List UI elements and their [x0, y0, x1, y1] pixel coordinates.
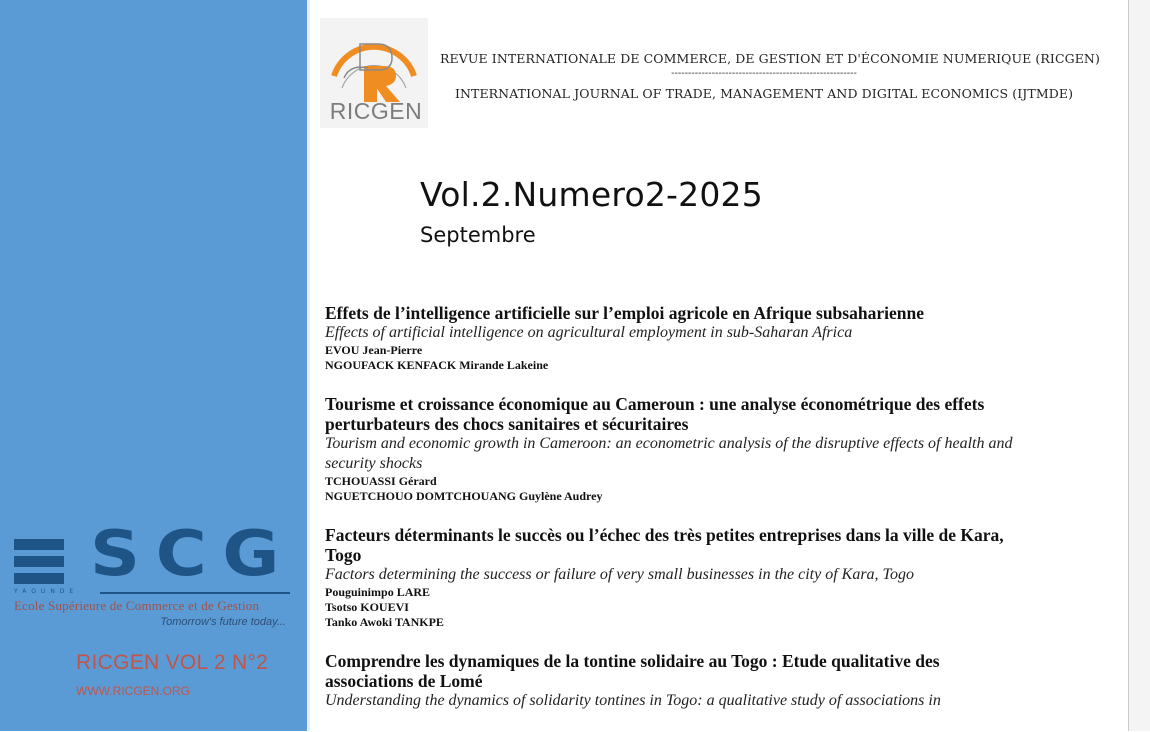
journal-title-en: INTERNATIONAL JOURNAL OF TRADE, MANAGEMENT AND DIGITAL ECONOMICS (IJTMDE) [454, 86, 1074, 101]
article-item [325, 394, 1015, 504]
article-author: TCHOUASSI Gérard [325, 474, 437, 488]
article-item [325, 651, 1015, 711]
article-title: Effets de l’intelligence artificielle sur l’emploi agricole en Afrique subsaharienne [325, 303, 924, 323]
article-author: Tanko Awoki TANKPE [325, 615, 444, 629]
escg-letters: SCG [90, 517, 296, 590]
escg-tagline: Tomorrow's future today... [160, 616, 286, 628]
article-item [325, 525, 1015, 630]
article-subtitle: Tourism and economic growth in Cameroon: an econometric analysis of the disruptive effects of health and security shocks [325, 435, 1013, 472]
issue-month: Septembre [420, 223, 536, 247]
document-page [310, 0, 1128, 731]
article-subtitle: Effects of artificial intelligence on agricultural employment in sub-Saharan Africa [325, 324, 853, 341]
sidebar-volume-label: RICGEN VOL 2 N°2 [76, 651, 269, 674]
article-subtitle: Factors determining the success or failure of very small businesses in the city of Kara, Togo [325, 566, 914, 583]
article-title: Comprendre les dynamiques de la tontine solidaire au Togo : Etude qualitative des associations de Lomé [325, 651, 940, 691]
article-author: EVOU Jean-Pierre [325, 343, 423, 357]
journal-title-fr: REVUE INTERNATIONALE DE COMMERCE, DE GESTION ET D'ÉCONOMIE NUMERIQUE (RICGEN) [440, 51, 1100, 66]
escg-divider [100, 592, 290, 594]
article-title: Tourisme et croissance économique au Cameroun : une analyse économétrique des effets perturbateurs des chocs sanitaires et sécuritaires [325, 394, 985, 434]
header-separator: ------------------------------------------------------- [671, 68, 857, 79]
ricgen-r-icon [320, 18, 428, 104]
article-title: Facteurs déterminants le succès ou l’échec des très petites entreprises dans la ville de Kara, Togo [325, 525, 1004, 565]
article-author: Pouguinimpo LARE [325, 585, 431, 599]
escg-school-name: Ecole Supérieure de Commerce et de Gestion [14, 598, 260, 613]
article-author: Tsotso KOUEVI [325, 600, 409, 614]
sidebar-website: WWW.RICGEN.ORG [76, 684, 190, 698]
issue-volume: Vol.2.Numero2-2025 [420, 175, 763, 214]
escg-city: YAOUNDE [14, 588, 79, 595]
article-author: NGOUFACK KENFACK Mirande Lakeine [325, 358, 549, 372]
article-author: NGUETCHOUO DOMTCHOUANG Guylène Audrey [325, 489, 603, 503]
viewer-scroll-gutter[interactable] [1128, 0, 1150, 731]
cover-sidebar [0, 0, 307, 731]
escg-logo [14, 517, 296, 628]
escg-e-icon [14, 539, 64, 590]
ricgen-logo-text: RICGEN [329, 98, 423, 124]
ricgen-logo [320, 18, 428, 128]
article-subtitle: Understanding the dynamics of solidarity tontines in Togo: a qualitative study of associations in [325, 692, 941, 709]
article-item [325, 303, 1015, 373]
article-list [325, 303, 1015, 732]
